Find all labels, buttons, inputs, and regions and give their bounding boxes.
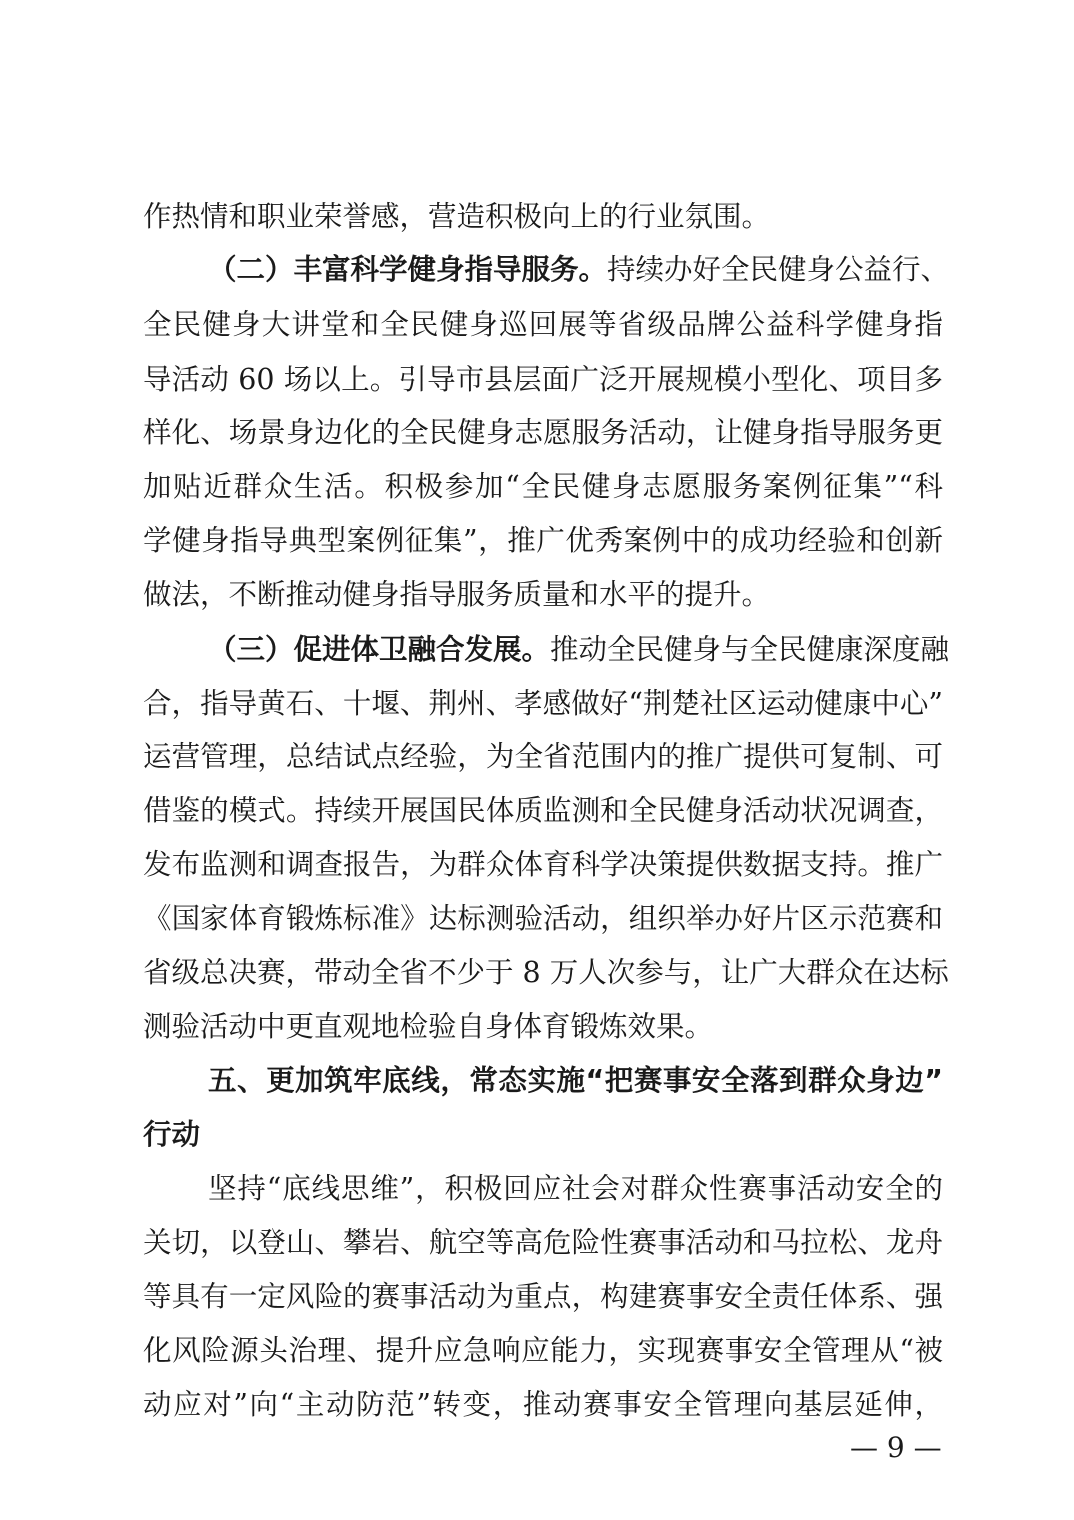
subsection-heading: （三）促进体卫融合发展。	[208, 633, 551, 666]
subsection-heading: （二）丰富科学健身指导服务。	[208, 253, 608, 286]
section-heading: 五、更加筑牢底线，常态实施“把赛事安全落到群众身边”	[208, 1064, 943, 1097]
body-text-line: 运营管理，总结试点经验，为全省范围内的推广提供可复制、可	[143, 740, 943, 773]
body-text-line: 加贴近群众生活。积极参加“全民健身志愿服务案例征集”“科	[143, 470, 943, 503]
body-text-line: 学健身指导典型案例征集”，推广优秀案例中的成功经验和创新	[143, 524, 943, 557]
section-heading-continued: 行动	[143, 1118, 201, 1151]
subsection-line: （三）促进体卫融合发展。推动全民健身与全民健康深度融	[208, 633, 950, 666]
body-text-line: 作热情和职业荣誉感，营造积极向上的行业氛围。	[143, 200, 771, 233]
subsection-line: （二）丰富科学健身指导服务。持续办好全民健身公益行、	[208, 253, 950, 286]
body-text-line: 省级总决赛，带动全省不少于 8 万人次参与，让广大群众在达标	[143, 956, 949, 989]
body-text-line: 坚持“底线思维”，积极回应社会对群众性赛事活动安全的	[208, 1172, 943, 1205]
page-number: — 9 —	[850, 1431, 942, 1464]
body-text-line: 全民健身大讲堂和全民健身巡回展等省级品牌公益科学健身指	[143, 308, 943, 341]
body-text-line: 动应对”向“主动防范”转变，推动赛事安全管理向基层延伸，	[143, 1388, 943, 1421]
body-text-line: 关切，以登山、攀岩、航空等高危险性赛事活动和马拉松、龙舟	[143, 1226, 943, 1259]
body-text-line: 测验活动中更直观地检验自身体育锻炼效果。	[143, 1010, 714, 1043]
body-text-line: 借鉴的模式。持续开展国民体质监测和全民健身活动状况调查，	[143, 794, 943, 827]
body-text-line: 样化、场景身边化的全民健身志愿服务活动，让健身指导服务更	[143, 416, 943, 449]
body-text-line: 化风险源头治理、提升应急响应能力，实现赛事安全管理从“被	[143, 1334, 943, 1367]
body-text-line: 发布监测和调查报告，为群众体育科学决策提供数据支持。推广	[143, 848, 943, 881]
body-text-line: 等具有一定风险的赛事活动为重点，构建赛事安全责任体系、强	[143, 1280, 943, 1313]
body-text-line: 《国家体育锻炼标准》达标测验活动，组织举办好片区示范赛和	[143, 902, 943, 935]
body-text-line: 合，指导黄石、十堰、荆州、孝感做好“荆楚社区运动健康中心”	[143, 687, 943, 720]
body-text-line: 做法，不断推动健身指导服务质量和水平的提升。	[143, 578, 771, 611]
body-text-line: 导活动 60 场以上。引导市县层面广泛开展规模小型化、项目多	[143, 363, 943, 396]
